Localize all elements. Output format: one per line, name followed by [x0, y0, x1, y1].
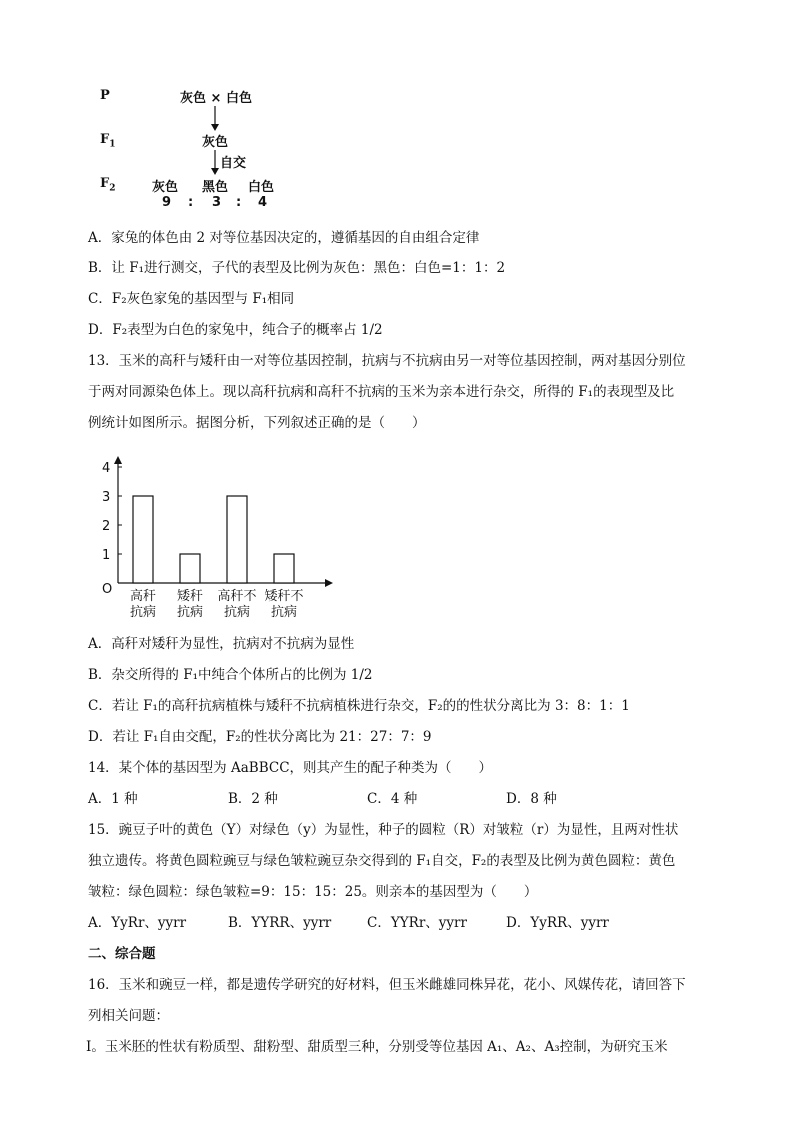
q13-option-d: D．若让 F₁自由交配，F₂的性状分离比为 21：27：7：9	[88, 729, 432, 745]
q14-option-d: D．8 种	[506, 791, 557, 807]
ratio-white: 4	[258, 195, 268, 210]
bar-chart	[88, 448, 348, 623]
ratio-colon-2: :	[236, 195, 242, 210]
f1-subscript: 1	[109, 139, 116, 150]
f1-phenotype: 灰色	[202, 135, 229, 150]
q13-stem-line2: 于两对同源染色体上。现以高秆抗病和高秆不抗病的玉米为亲本进行杂交，所得的 F₁的表现型及比	[88, 384, 675, 400]
x-axis-arrow	[325, 579, 333, 587]
q12-option-d: D．F₂表型为白色的家兔中，纯合子的概率占 1/2	[88, 322, 383, 338]
q13-option-a: A．高秆对矮秆为显性，抗病对不抗病为显性	[88, 636, 355, 652]
generation-f1-label	[100, 132, 116, 150]
bar-3	[227, 496, 247, 583]
category-label-3-line2: 抗病	[223, 605, 251, 620]
q14-option-c: C．4 种	[367, 791, 418, 807]
bar-4	[274, 554, 294, 583]
bar-1	[133, 496, 153, 583]
category-label-2-line1: 矮秆	[176, 589, 204, 604]
q15-stem-line2: 独立遗传。将黄色圆粒豌豆与绿色皱粒豌豆杂交得到的 F₁自交，F₂的表型及比例为黄色圆粒：黄色	[88, 853, 676, 869]
f2-letter: F	[100, 176, 110, 191]
category-label-2-line2: 抗病	[176, 605, 204, 620]
f2-phenotype-black: 黑色	[202, 180, 229, 195]
q15-stem-line3: 皱粒：绿色圆粒：绿色皱粒=9：15：15：25。则亲本的基因型为（ ）	[88, 884, 538, 900]
ratio-colon-1: :	[188, 195, 194, 210]
ratio-black: 3	[212, 195, 222, 210]
q16-stem-line2: 列相关问题：	[88, 1008, 169, 1024]
q13-stem-line1: 13．玉米的高秆与矮秆由一对等位基因控制，抗病与不抗病由另一对等位基因控制，两对基因分别位	[88, 353, 686, 369]
q12-option-a: A．家兔的体色由 2 对等位基因决定的，遵循基因的自由组合定律	[88, 230, 480, 246]
q15-option-b: B．YYRR、yyrr	[228, 915, 332, 931]
q15-option-d: D．YyRR、yyrr	[506, 915, 609, 931]
q12-option-b: B．让 F₁进行测交，子代的表型及比例为灰色：黑色：白色=1：1：2	[88, 260, 506, 276]
y-tick-label-1: 1	[102, 548, 111, 563]
q14-option-a: A．1 种	[88, 791, 138, 807]
q15-option-a: A．YyRr、yyrr	[88, 915, 187, 931]
y-tick-label-3: 3	[102, 490, 111, 505]
category-label-1-line2: 抗病	[129, 605, 157, 620]
y-tick-label-4: 4	[102, 461, 111, 476]
ratio-gray: 9	[162, 195, 172, 210]
category-label-1-line1: 高秆	[129, 589, 157, 604]
q16-stem-line1: 16．玉米和豌豆一样，都是遗传学研究的好材料，但玉米雌雄同株异花，花小、风媒传花，请回答下	[88, 977, 686, 993]
category-label-4-line2: 抗病	[270, 605, 298, 620]
pedigree-arrows	[205, 104, 225, 184]
q13-option-c: C．若让 F₁的高秆抗病植株与矮秆不抗病植株进行杂交，F₂的的性状分离比为 3：8：1：1	[88, 698, 630, 714]
y-axis-arrow	[114, 456, 122, 464]
q15-stem-line1: 15．豌豆子叶的黄色（Y）对绿色（y）为显性，种子的圆粒（R）对皱粒（r）为显性，且两对性状	[88, 822, 679, 838]
origin-label: O	[102, 582, 113, 597]
bar-2	[180, 554, 200, 583]
y-tick-label-2: 2	[102, 519, 111, 534]
section-heading: 二、综合题	[88, 946, 156, 962]
category-label-4-line1: 矮秆不	[264, 589, 304, 604]
parent-cross: 灰色 × 白色	[180, 91, 252, 106]
generation-p-label: P	[100, 88, 110, 103]
q14-option-b: B．2 种	[228, 791, 278, 807]
q15-option-c: C．YYRr、yyrr	[367, 915, 467, 931]
q13-option-b: B．杂交所得的 F₁中纯合个体所占的比例为 1/2	[88, 667, 373, 683]
f2-subscript: 2	[109, 183, 116, 194]
q13-stem-line3: 例统计如图所示。据图分析，下列叙述正确的是（ ）	[88, 415, 426, 431]
category-label-3-line1: 高秆不	[217, 589, 257, 604]
f2-phenotype-gray: 灰色	[152, 180, 179, 195]
q16-part1: Ⅰ。玉米胚的性状有粉质型、甜粉型、甜质型三种，分别受等位基因 A₁、A₂、A₃控制，为研究玉米	[86, 1039, 668, 1055]
selfing-label: 自交	[220, 156, 247, 171]
f2-phenotype-white: 白色	[248, 180, 275, 195]
f1-letter: F	[100, 132, 110, 147]
generation-f2-label	[100, 176, 116, 194]
q12-option-c: C．F₂灰色家兔的基因型与 F₁相同	[88, 291, 295, 307]
q14-stem: 14．某个体的基因型为 AaBBCC，则其产生的配子种类为（ ）	[88, 760, 493, 776]
